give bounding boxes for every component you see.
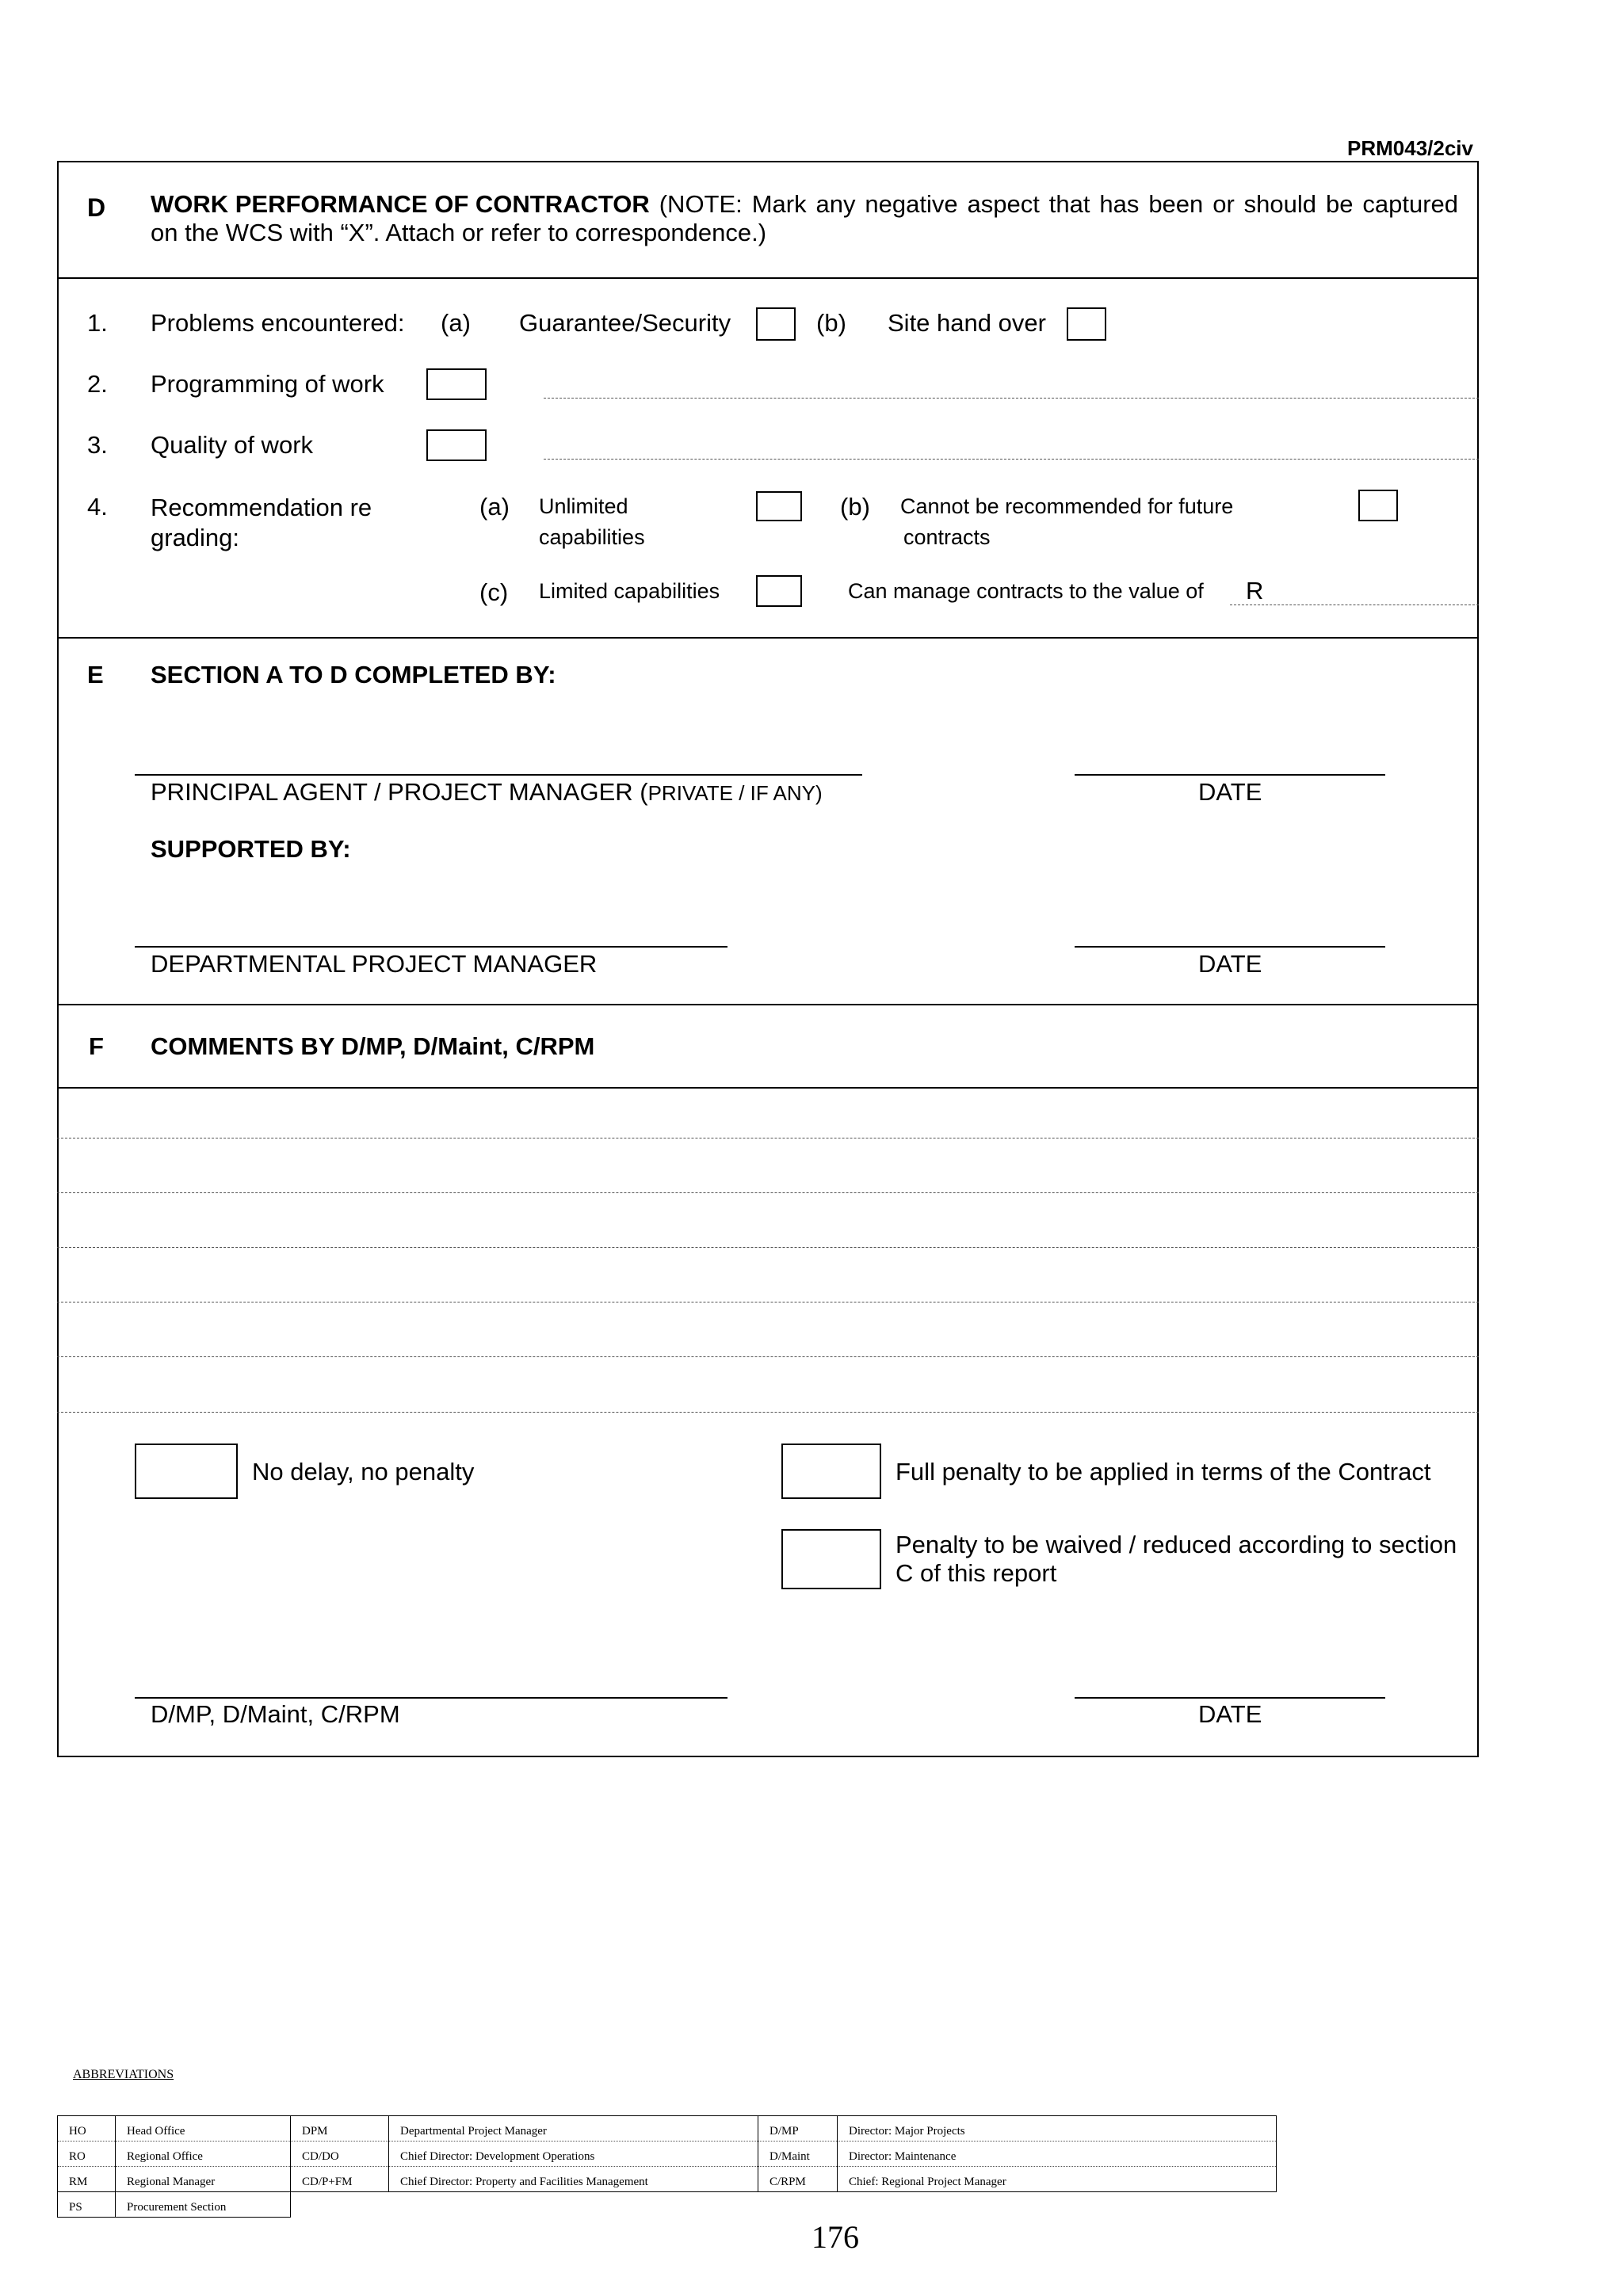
comment-line-6[interactable] bbox=[57, 1412, 1479, 1413]
abbr-meaning: Director: Maintenance bbox=[838, 2142, 1277, 2167]
abbr-meaning: Procurement Section bbox=[116, 2192, 291, 2218]
item1-label: Problems encountered: bbox=[151, 309, 405, 337]
item3-num: 3. bbox=[87, 431, 108, 459]
item4-label-line1: Recommendation re bbox=[151, 494, 372, 521]
section-f-title: COMMENTS BY D/MP, D/Maint, C/RPM bbox=[151, 1032, 595, 1060]
unlimited-capabilities-checkbox[interactable] bbox=[756, 491, 802, 521]
penalty-waived-line1: Penalty to be waived / reduced according to section bbox=[896, 1531, 1457, 1558]
item4-opt-b-line2: contracts bbox=[903, 525, 991, 549]
divider-section-e bbox=[57, 637, 1479, 639]
f-signer-label: D/MP, D/Maint, C/RPM bbox=[151, 1700, 400, 1728]
section-d-title: WORK PERFORMANCE OF CONTRACTOR bbox=[151, 190, 650, 218]
item4-opt-b: (b) bbox=[840, 493, 870, 521]
item1-opt-b-label: Site hand over bbox=[888, 309, 1046, 337]
site-hand-over-checkbox[interactable] bbox=[1067, 307, 1106, 341]
date-line-2[interactable] bbox=[1075, 946, 1385, 948]
date2-label: DATE bbox=[1198, 950, 1262, 978]
penalty-waived-line2: C of this report bbox=[896, 1559, 1057, 1587]
no-delay-label: No delay, no penalty bbox=[252, 1458, 475, 1486]
item1-opt-a: (a) bbox=[441, 309, 471, 337]
table-row bbox=[58, 2192, 1277, 2218]
abbr-meaning: Chief Director: Property and Facilities Management bbox=[389, 2167, 758, 2192]
abbr-meaning: Head Office bbox=[116, 2116, 291, 2142]
abbr-meaning: Chief Director: Development Operations bbox=[389, 2142, 758, 2167]
contract-value-label: Can manage contracts to the value of bbox=[848, 579, 1204, 603]
programming-of-work-checkbox[interactable] bbox=[426, 368, 487, 400]
signer1-small: PRIVATE / IF ANY) bbox=[647, 781, 823, 805]
item4-label-line2: grading: bbox=[151, 524, 240, 551]
item4-opt-a-line1: Unlimited bbox=[539, 494, 628, 518]
abbr-meaning: Regional Manager bbox=[116, 2167, 291, 2192]
item4-opt-c-label: Limited capabilities bbox=[539, 579, 720, 603]
section-d-letter: D bbox=[87, 193, 106, 222]
comment-line-5[interactable] bbox=[57, 1356, 1479, 1357]
abbr-meaning: Chief: Regional Project Manager bbox=[838, 2167, 1277, 2192]
signature-line-dmp[interactable] bbox=[135, 1697, 727, 1699]
full-penalty-label: Full penalty to be applied in terms of the Contract bbox=[896, 1458, 1431, 1486]
abbr-code: CD/DO bbox=[291, 2142, 389, 2167]
comment-line-2[interactable] bbox=[57, 1192, 1479, 1193]
table-row bbox=[58, 2167, 1277, 2192]
abbr-meaning: Regional Office bbox=[116, 2142, 291, 2167]
comment-line-3[interactable] bbox=[57, 1247, 1479, 1248]
item1-num: 1. bbox=[87, 309, 108, 337]
section-d-note-line2: on the WCS with “X”. Attach or refer to correspondence.) bbox=[151, 219, 767, 246]
date1-label: DATE bbox=[1198, 778, 1262, 806]
abbr-meaning: Director: Major Projects bbox=[838, 2116, 1277, 2142]
item1-opt-b: (b) bbox=[816, 309, 846, 337]
item3-label: Quality of work bbox=[151, 431, 314, 459]
abbr-code: RM bbox=[58, 2167, 116, 2192]
signature-line-dpm[interactable] bbox=[135, 946, 727, 948]
abbreviations-table bbox=[57, 2115, 1277, 2218]
abbr-code: PS bbox=[58, 2192, 116, 2218]
supported-by-label: SUPPORTED BY: bbox=[151, 835, 351, 863]
abbr-code: C/RPM bbox=[758, 2167, 838, 2192]
section-d-header bbox=[151, 190, 1458, 247]
table-row bbox=[58, 2142, 1277, 2167]
table-row bbox=[58, 2116, 1277, 2142]
abbr-code: HO bbox=[58, 2116, 116, 2142]
page-number: 176 bbox=[812, 2219, 859, 2255]
section-e-title: SECTION A TO D COMPLETED BY: bbox=[151, 661, 556, 688]
divider-f-header bbox=[57, 1087, 1479, 1089]
item1-opt-a-label: Guarantee/Security bbox=[519, 309, 731, 337]
full-penalty-checkbox[interactable] bbox=[781, 1444, 881, 1499]
programming-comment-line[interactable] bbox=[544, 398, 1479, 399]
abbreviations-title: ABBREVIATIONS bbox=[73, 2068, 174, 2081]
form-code: PRM043/2civ bbox=[1347, 136, 1473, 160]
limited-capabilities-checkbox[interactable] bbox=[756, 575, 802, 607]
abbr-code: CD/P+FM bbox=[291, 2167, 389, 2192]
quality-of-work-checkbox[interactable] bbox=[426, 429, 487, 461]
item4-num: 4. bbox=[87, 493, 108, 521]
item2-label: Programming of work bbox=[151, 370, 384, 398]
section-f-letter: F bbox=[89, 1032, 104, 1060]
date-line-3[interactable] bbox=[1075, 1697, 1385, 1699]
abbr-code: RO bbox=[58, 2142, 116, 2167]
signer1-main: PRINCIPAL AGENT / PROJECT MANAGER ( bbox=[151, 778, 648, 806]
item4-label bbox=[151, 493, 372, 553]
signer2-label: DEPARTMENTAL PROJECT MANAGER bbox=[151, 950, 598, 978]
not-recommended-checkbox[interactable] bbox=[1358, 490, 1398, 521]
date-line-1[interactable] bbox=[1075, 774, 1385, 776]
contract-value-currency: R bbox=[1246, 577, 1264, 605]
item4-opt-c: (c) bbox=[479, 578, 509, 606]
guarantee-security-checkbox[interactable] bbox=[756, 307, 796, 341]
abbr-code: D/MP bbox=[758, 2116, 838, 2142]
signature-line-principal-agent[interactable] bbox=[135, 774, 862, 776]
item4-opt-a-line2: capabilities bbox=[539, 525, 645, 549]
abbr-code: DPM bbox=[291, 2116, 389, 2142]
quality-comment-line[interactable] bbox=[544, 459, 1479, 460]
penalty-waived-checkbox[interactable] bbox=[781, 1529, 881, 1589]
item4-opt-b-line1: Cannot be recommended for future bbox=[900, 494, 1234, 518]
item4-opt-a-text bbox=[539, 491, 645, 553]
f-date-label: DATE bbox=[1198, 1700, 1262, 1728]
divider-d-header bbox=[57, 277, 1479, 279]
abbr-code: D/Maint bbox=[758, 2142, 838, 2167]
divider-section-f bbox=[57, 1004, 1479, 1005]
item4-opt-a: (a) bbox=[479, 493, 510, 521]
item2-num: 2. bbox=[87, 370, 108, 398]
signer1-label bbox=[151, 778, 823, 807]
penalty-waived-label bbox=[896, 1531, 1457, 1588]
section-d-note-line1: (NOTE: Mark any negative aspect that has been or should be captured bbox=[659, 190, 1458, 218]
abbr-meaning: Departmental Project Manager bbox=[389, 2116, 758, 2142]
no-delay-checkbox[interactable] bbox=[135, 1444, 238, 1499]
section-e-letter: E bbox=[87, 661, 104, 688]
item4-opt-b-text bbox=[900, 491, 1233, 553]
